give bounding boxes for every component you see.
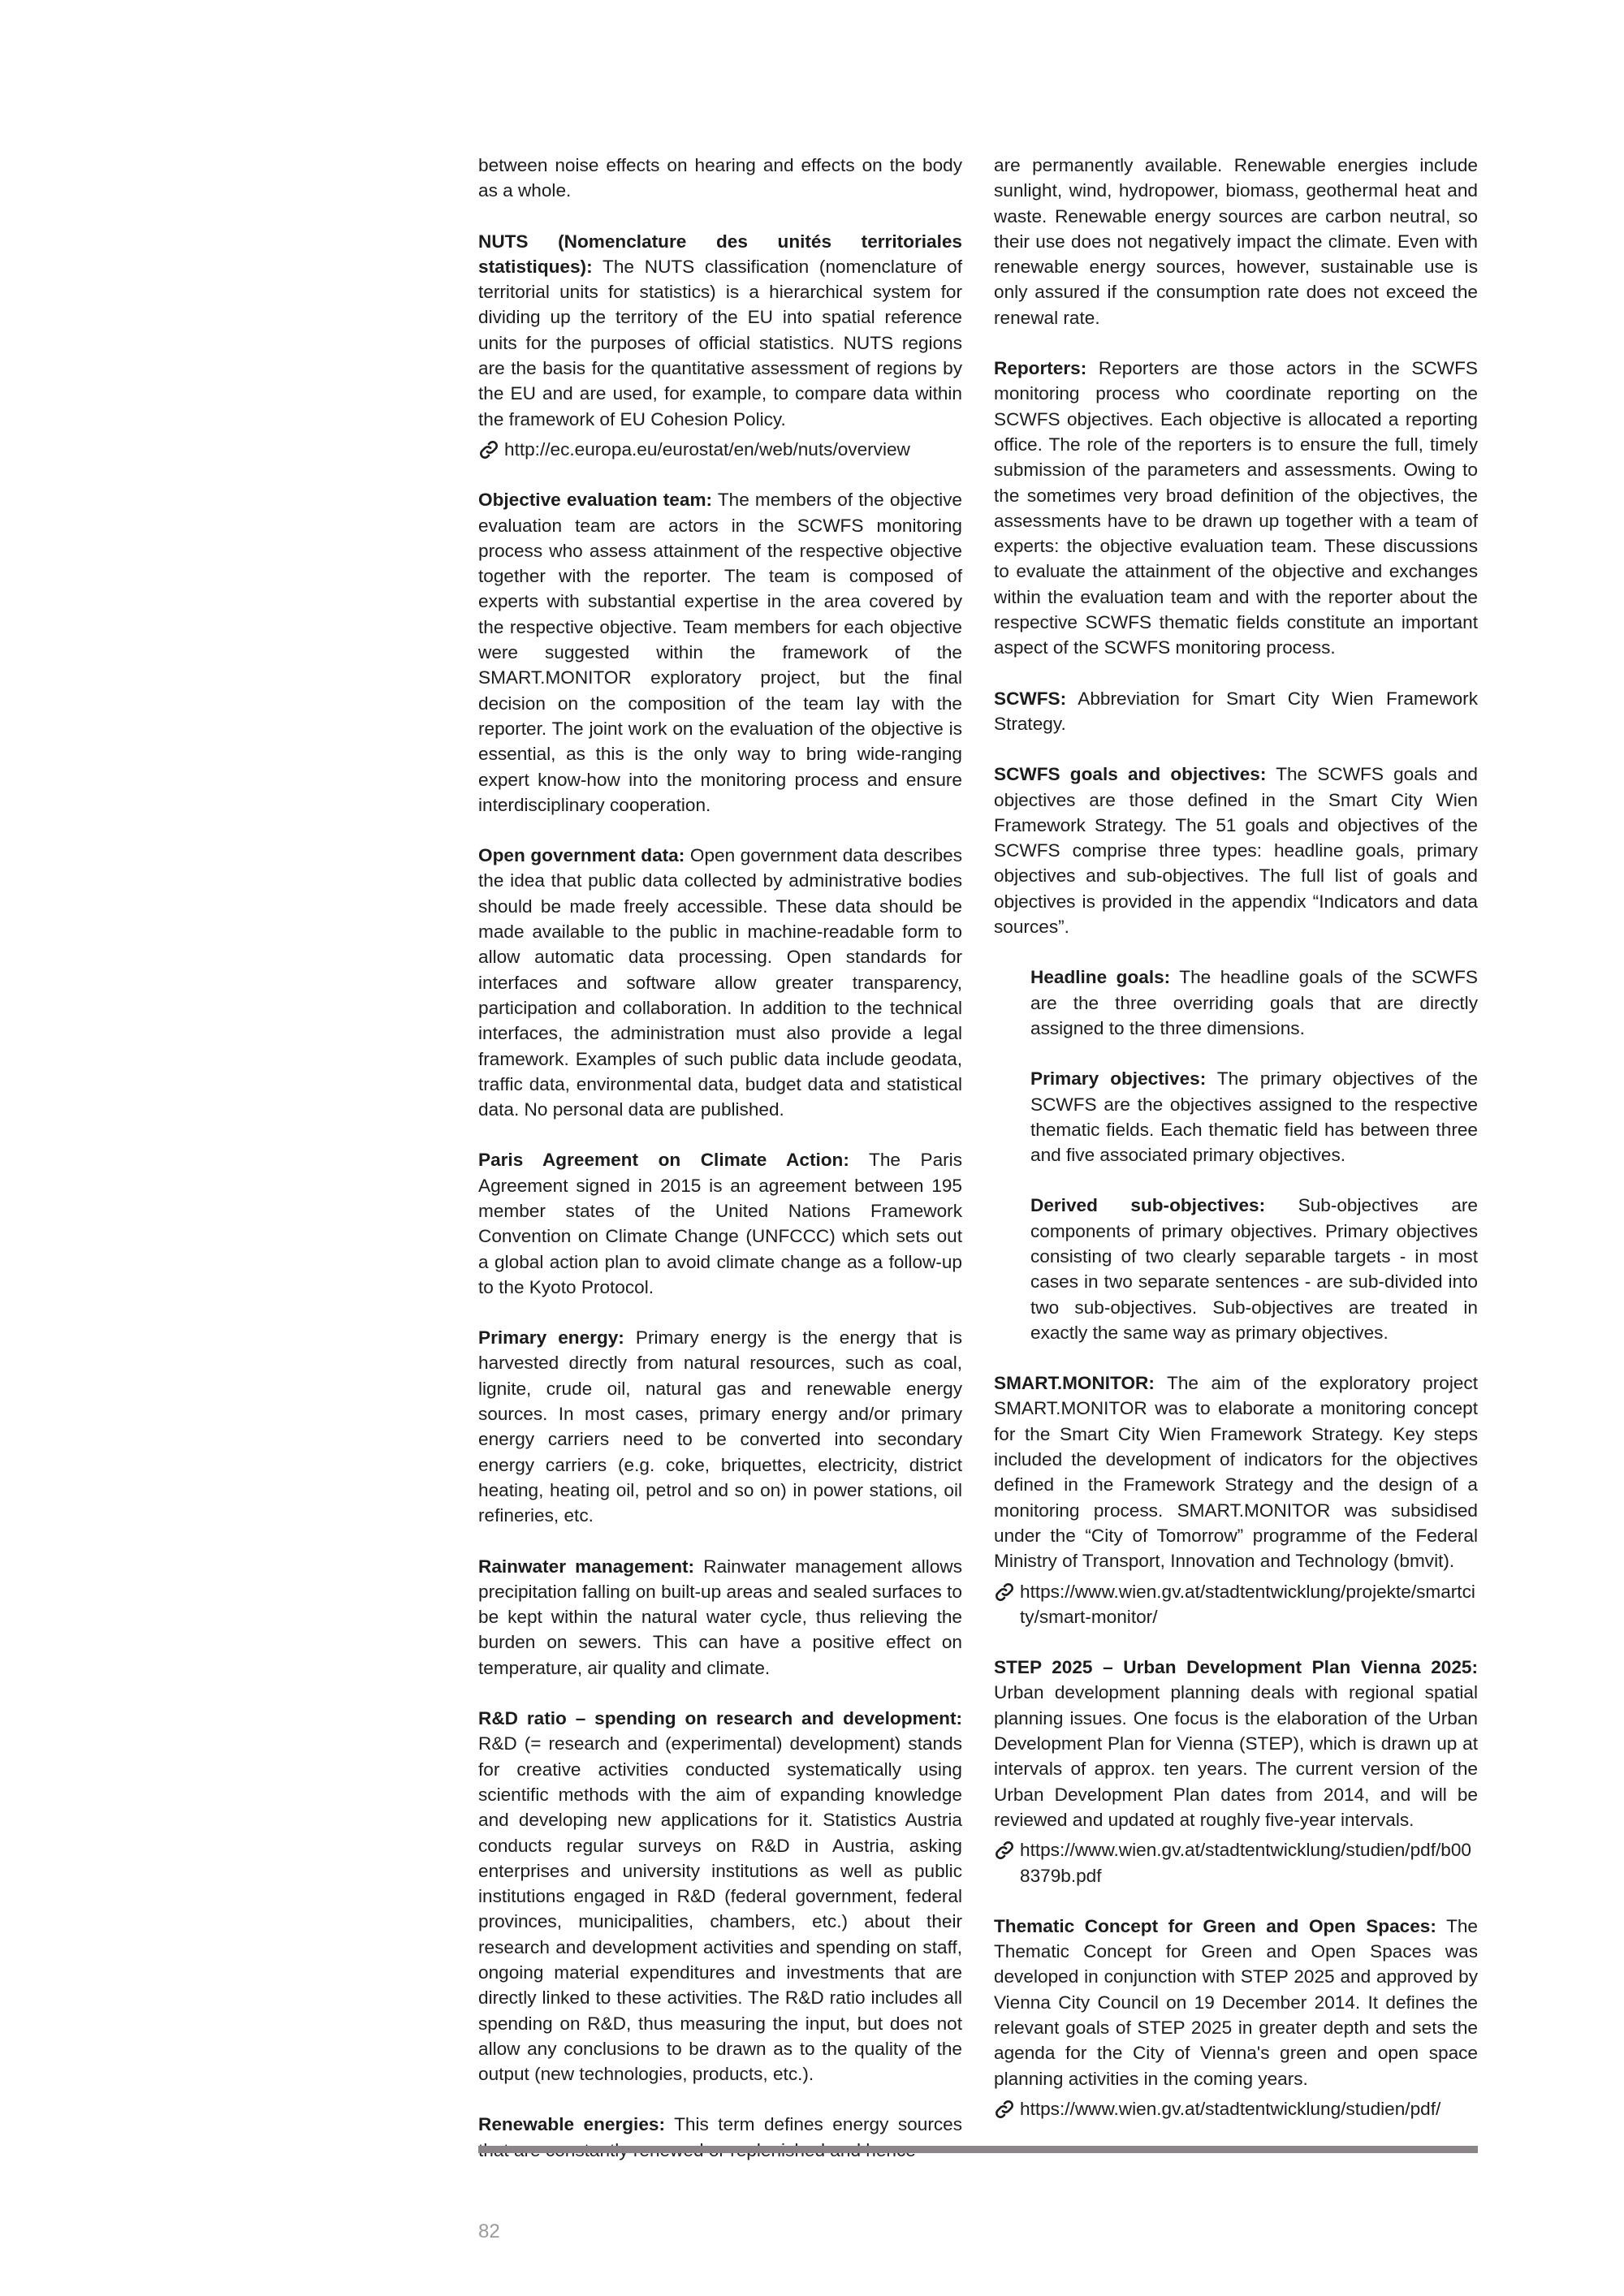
reference-link[interactable]: [478, 437, 962, 462]
glossary-definition: The Paris Agreement signed in 2015 is an agreement between 195 member states of the United Nations Framework Convention on Climate Change (UNFCCC) which sets out a global action plan to avoid climate change as a follow-up to the Kyoto Protocol.: [478, 1150, 962, 1297]
glossary-definition: The members of the objective evaluation team are actors in the SCWFS monitoring process who assess attainment of the respective objective together with the reporter. The team is composed of experts with substantial expertise in the area covered by the respective objective. Team members for each objective were suggested within the framework of the SMART.MONITOR exploratory project, but the final decision on the composition of the team lay with the reporter. The joint work on the evaluation of the objective is essential, as this is the only way to bring wide-ranging expert know-how into the monitoring process and ensure interdisciplinary cooperation.: [478, 490, 962, 815]
glossary-paragraph: [478, 487, 962, 818]
glossary-definition: R&D (= research and (experimental) development) stands for creative activities conducted systematically using scientific methods with the aim of expanding knowledge and developing new applications for it. Statistics Austria conducts regular surveys on R&D in Austria, asking enterprises and university institutions as well as public institutions engaged in R&D (federal government, federal provinces, municipalities, chambers, etc.) about their research and development activities and spending on staff, ongoing material expenditures and investments that are directly linked to these activities. The R&D ratio includes all spending on R&D, thus measuring the input, but does not allow any conclusions to be drawn as to the quality of the output (new technologies, products, etc.).: [478, 1733, 962, 2085]
glossary-definition: The NUTS classification (nomenclature of territorial units for statistics) is a hierarchical system for dividing up the territory of the EU into spatial reference units for the purposes of official statistics. NUTS regions are the basis for the quantitative assessment of regions by the EU and are used, for example, to compare data within the framework of EU Cohesion Policy.: [478, 256, 962, 429]
glossary-definition: Open government data describes the idea that public data collected by administrative bodies should be made freely accessible. These data should be made available to the public in machine-readable form to allow automatic data processing. Open standards for interfaces and software allow greater transparency, participation and collaboration. In addition to the technical interfaces, the administration must also provide a legal framework. Examples of such public data include geodata, traffic data, environmental data, budget data and statistical data. No personal data are published.: [478, 845, 962, 1120]
glossary-definition: Reporters are those actors in the SCWFS monitoring process who coordinate reporting on the SCWFS objectives. Each objective is allocated a reporting office. The role of the reporters is to ensure the full, timely submission of the parameters and assessments. Owing to the sometimes very broad definition of the objectives, the assessments have to be drawn up together with a team of experts: the objective evaluation team. These discussions to evaluate the attainment of the objective and exchanges within the evaluation team and with the reporter about the respective SCWFS thematic fields constitute an important aspect of the SCWFS monitoring process.: [994, 358, 1478, 658]
glossary-right-column: [994, 153, 1478, 2147]
glossary-definition: The Thematic Concept for Green and Open Spaces was developed in conjunction with STEP 2025 and approved by Vienna City Council on 19 December 2014. It defines the relevant goals of STEP 2025 in greater depth and sets the agenda for the City of Vienna's green and open space planning activities in the coming years.: [994, 1915, 1478, 2089]
glossary-definition: The primary objectives of the SCWFS are the objectives assigned to the respective thematic fields. Each thematic field has between three and five associated primary objectives.: [1030, 1068, 1478, 1166]
glossary-entry: [994, 762, 1478, 939]
glossary-paragraph: [1030, 1193, 1478, 1345]
glossary-entry: [478, 2112, 962, 2163]
glossary-definition: The headline goals of the SCWFS are the three overriding goals that are directly assigned to the three dimensions.: [1030, 967, 1478, 1038]
glossary-entry: [994, 1655, 1478, 1888]
glossary-definition: Sub-objectives are components of primary objectives. Primary objectives consisting of two clearly separable targets - in most cases in two separate sentences - are sub-divided into two sub-objectives. Sub-objectives are treated in exactly the same way as primary objectives.: [1030, 1195, 1478, 1343]
glossary-definition: This term defines energy sources: [674, 2114, 962, 2135]
glossary-entry: [994, 153, 1478, 330]
glossary-paragraph: [478, 153, 962, 204]
glossary-entry: [478, 229, 962, 463]
link-url[interactable]: https://www.wien.gv.at/stadtentwicklung/projekte/smartcity/smart-monitor/: [1020, 1581, 1475, 1627]
link-icon: [994, 1837, 1020, 1861]
glossary-paragraph: [994, 153, 1478, 330]
glossary-term: Objective evaluation team:: [478, 490, 713, 511]
glossary-term: Primary objectives:: [1030, 1068, 1207, 1090]
glossary-paragraph: [994, 1655, 1478, 1832]
glossary-definition: are permanently available. Renewable energies include sunlight, wind, hydropower, biomass, geothermal heat and waste. Renewable energy sources are carbon neutral, so their use does not negatively impact the climate. Even with renewable energy sources, however, sustainable use is only assured if the consumption rate does not exceed the renewal rate.: [994, 155, 1478, 328]
glossary-entry: [478, 153, 962, 204]
glossary-definition: Primary energy is the energy that is harvested directly from natural resources, such as coal, lignite, crude oil, natural gas and renewable energy sources. In most cases, primary energy and/or primary energy carriers need to be converted into secondary energy carriers (e.g. coke, briquettes, electricity, district heating, heating oil, petrol and so on) in power stations, oil refineries, etc.: [478, 1327, 962, 1526]
glossary-entry: [478, 1554, 962, 1681]
glossary-term: Reporters:: [994, 358, 1087, 379]
glossary-term: R&D ratio – spending on research and development:: [478, 1708, 962, 1729]
glossary-definition: Urban development planning deals with regional spatial planning issues. One focus is the elaboration of the Urban Development Plan for Vienna (STEP), which is drawn up at intervals of approx. ten years. The current version of the Urban Development Plan dates from 2014, and will be reviewed and updated at roughly five-year intervals.: [994, 1682, 1478, 1830]
glossary-term: STEP 2025 – Urban Development Plan Vienna 2025:: [994, 1657, 1478, 1678]
reference-link[interactable]: [994, 1579, 1478, 1630]
glossary-term: Paris Agreement on Climate Action:: [478, 1150, 849, 1171]
glossary-term: Headline goals:: [1030, 967, 1171, 988]
glossary-entry: [1030, 1066, 1478, 1167]
glossary-term: Renewable energies:: [478, 2114, 665, 2135]
glossary-paragraph: [1030, 965, 1478, 1041]
glossary-paragraph: [478, 1325, 962, 1528]
glossary-paragraph: [994, 762, 1478, 939]
glossary-term: SMART.MONITOR:: [994, 1373, 1155, 1394]
glossary-definition: Abbreviation for Smart City Wien Framework Strategy.: [994, 688, 1479, 734]
glossary-entry: [478, 1147, 962, 1300]
glossary-term: Open government data:: [478, 845, 685, 866]
glossary-entry: [994, 1914, 1478, 2121]
glossary-entry: [1030, 1193, 1478, 1345]
glossary-paragraph: [478, 229, 962, 432]
glossary-entry: [994, 356, 1478, 661]
glossary-definition: The SCWFS goals and objectives are those defined in the Smart City Wien Framework Strategy. The 51 goals and objectives of the SCWFS comprise three types: headline goals, primary objectives and sub-objectives. The full list of goals and objectives is provided in the appendix “Indicators and data sources”.: [994, 764, 1478, 938]
glossary-entry: [478, 1706, 962, 2087]
glossary-paragraph: [994, 1370, 1478, 1573]
link-url[interactable]: https://www.wien.gv.at/stadtentwicklung/studien/pdf/: [1020, 2098, 1441, 2119]
glossary-entry: [1030, 965, 1478, 1041]
glossary-left-column: [478, 153, 962, 2188]
reference-link[interactable]: [994, 1837, 1478, 1888]
glossary-entry: [478, 843, 962, 1122]
glossary-entry: [478, 487, 962, 818]
glossary-entry: [994, 1370, 1478, 1629]
glossary-term: SCWFS goals and objectives:: [994, 764, 1267, 785]
link-url[interactable]: http://ec.europa.eu/eurostat/en/web/nuts/overview: [504, 438, 910, 460]
glossary-paragraph: [478, 1706, 962, 2087]
link-icon: [994, 1579, 1020, 1603]
glossary-term: NUTS (Nomenclature des unités territoriales statistiques):: [478, 231, 962, 277]
glossary-paragraph: [994, 686, 1478, 737]
reference-link[interactable]: [994, 2096, 1478, 2121]
glossary-paragraph: [478, 1147, 962, 1300]
glossary-entry: [478, 1325, 962, 1528]
glossary-term: Rainwater management:: [478, 1556, 695, 1577]
glossary-term: SCWFS:: [994, 688, 1067, 709]
link-url[interactable]: https://www.wien.gv.at/stadtentwicklung/studien/pdf/b008379b.pdf: [1020, 1840, 1471, 1886]
glossary-paragraph: [994, 356, 1478, 661]
glossary-paragraph: [478, 2112, 962, 2163]
glossary-definition: between noise effects on hearing and effects on the body as a whole.: [478, 155, 962, 201]
footer-rule: [478, 2146, 1478, 2153]
link-icon: [994, 2096, 1020, 2120]
glossary-term: Primary energy:: [478, 1327, 624, 1349]
glossary-term: Thematic Concept for Green and Open Spaces:: [994, 1915, 1436, 1936]
glossary-paragraph: [478, 843, 962, 1122]
glossary-paragraph: [478, 1554, 962, 1681]
page-number: 82: [478, 2220, 500, 2242]
link-icon: [478, 437, 504, 460]
glossary-paragraph: [1030, 1066, 1478, 1167]
glossary-definition: Rainwater management allows precipitation falling on built-up areas and sealed surfaces to be kept within the natural water cycle, thus relieving the burden on sewers. This can have a positive effect on temperature, air quality and climate.: [478, 1556, 962, 1678]
glossary-entry: [994, 686, 1478, 737]
glossary-term: Derived sub-objectives:: [1030, 1195, 1266, 1216]
glossary-definition: The aim of the exploratory project SMART.MONITOR was to elaborate a monitoring concept for the Smart City Wien Framework Strategy. Key steps included the development of indicators for the objectives defined in the Framework Strategy and the design of a monitoring process. SMART.MONITOR was subsidised under the “City of Tomorrow” programme of the Federal Ministry of Transport, Innovation and Technology (bmvit).: [994, 1373, 1478, 1572]
glossary-paragraph: [994, 1914, 1478, 2091]
